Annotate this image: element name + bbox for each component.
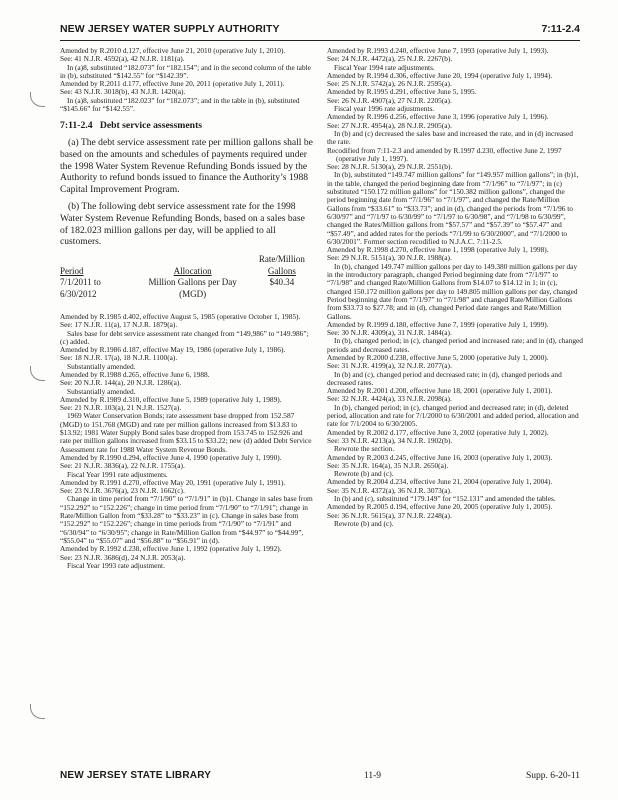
- history-citation: See: 27 N.J.R. 4954(a), 28 N.J.R. 2905(a).: [327, 120, 452, 130]
- margin-mark: [30, 92, 45, 107]
- history-citation: Amended by R.1985 d.402, effective August 5, 1985 (operative October 1, 1985).: [60, 311, 301, 321]
- history-note: In (b) and (c) decreased the sales base and increased the rate, and in (d) increased the rate.: [327, 128, 573, 147]
- page-number: 11-9: [364, 771, 382, 781]
- history-citation: Amended by R.1986 d.187, effective May 19, 1986 (operative July 1, 1986).: [60, 345, 286, 355]
- history-note: Fiscal Year 1994 rate adjustments.: [334, 62, 435, 72]
- allocation-header: Allocation: [173, 265, 212, 276]
- history-citation: See: 43 N.J.R. 3018(b), 43 N.J.R. 1420(a).: [60, 87, 186, 97]
- history-note: In (b), changed period; in (c), changed period and decreased rate; in (d), deleted period, allocation and rate for 7/1/2000 to 6/30/2001 and added period, allocation and rate for 7/1/2004 to 6/30/2005.: [327, 402, 579, 429]
- history-citation: See: 41 N.J.R. 4592(a), 42 N.J.R. 1181(a).: [60, 54, 185, 64]
- history-note: Fiscal year 1996 rate adjustments.: [334, 104, 435, 114]
- rate-table: [60, 254, 315, 301]
- history-citation: See: 20 N.J.R. 144(a), 20 N.J.R. 1286(a).: [60, 378, 182, 388]
- section-heading: [60, 120, 315, 131]
- supplement-date: Supp. 6-20-11: [525, 771, 580, 781]
- history-note: In (b), changed period; in (c), changed period and increased rate; and in (d), changed periods and decreased rates.: [327, 336, 583, 354]
- header-rule: [60, 40, 580, 41]
- history-citation: See: 36 N.J.R. 5615(a), 37 N.J.R. 2248(a).: [327, 510, 452, 520]
- right-column: [327, 47, 583, 528]
- history-note: Rewrote (b) and (c).: [334, 469, 394, 479]
- history-citation: See: 25 N.J.R. 5742(a), 26 N.J.R. 2595(a).: [327, 79, 452, 89]
- section-title: Debt service assessments: [99, 120, 203, 132]
- paragraph-b: (b) The following debt service assessment rate for the 1998 Water System Revenue Refunding Bonds, based on a sales base of 182.023 million gallons per day, will be applied to all customers.: [60, 201, 305, 248]
- history-citation: Amended by R.2005 d.194, effective June 20, 2005 (operative July 1, 2005).: [327, 502, 553, 512]
- period-header: Period: [60, 265, 84, 276]
- history-note: Substantially amended.: [67, 386, 136, 396]
- history-citation: Amended by R.2003 d.245, effective June 16, 2003 (operative July 1, 2003).: [327, 452, 553, 462]
- history-citation: Amended by R.1991 d.270, effective May 20, 1991 (operative July 1, 1991).: [60, 477, 286, 487]
- history-citation: See: 30 N.J.R. 4309(a), 31 N.J.R. 1484(a).: [327, 328, 452, 338]
- row-allocation-2: (MGD): [179, 289, 207, 300]
- history-notes-bottom: [60, 313, 315, 570]
- rate-header-line2: Gallons: [267, 265, 296, 276]
- history-citation: See: 31 N.J.R. 4199(a), 32 N.J.R. 2077(a).: [327, 361, 452, 371]
- history-note: Rewrote the section.: [334, 444, 395, 454]
- margin-mark: [30, 704, 45, 719]
- history-citation: Amended by R.1992 d.238, effective June 1, 1992 (operative July 1, 1992).: [60, 544, 282, 554]
- history-citation: Amended by R.1989 d.310, effective June 5, 1989 (operative July 1, 1989).: [60, 394, 282, 404]
- history-citation: Amended by R.2010 d.127, effective June 21, 2010 (operative July 1, 2010).: [60, 46, 286, 55]
- history-citation: See: 23 N.J.R. 3686(d), 24 N.J.R. 2053(a).: [60, 552, 186, 562]
- row-period-2: 6/30/2012: [60, 289, 97, 300]
- history-note: In (b) and (c), changed period and decreased rate; in (d), changed periods and decreased rates.: [327, 369, 562, 387]
- history-citation: Amended by R.1993 d.240, effective June 7, 1993 (operative July 1, 1993).: [327, 46, 549, 55]
- history-notes-top: [60, 47, 315, 113]
- header-section-number: 7:11-2.4: [541, 23, 580, 35]
- history-notes-right: [327, 47, 583, 528]
- history-citation: See: 28 N.J.R. 5130(a), 29 N.J.R. 2551(b).: [327, 162, 453, 172]
- row-rate: $40.34: [269, 277, 295, 288]
- history-citation: See: 32 N.J.R. 4424(a), 33 N.J.R. 2098(a).: [327, 394, 452, 404]
- history-citation: See: 35 N.J.R. 164(a), 35 N.J.R. 2650(a).: [327, 460, 449, 470]
- history-note: In (b) and (c), substituted “179.149” for “152.131” and amended the tables.: [334, 494, 556, 504]
- history-citation: Amended by R.2004 d.234, effective June 21, 2004 (operative July 1, 2004).: [327, 477, 553, 487]
- history-note: 1969 Water Conservation Bonds; rate assessment base dropped from 152.587 (MGD) to 151.768 (MGD) and rate per million gallons increased from $13.83 to $13.92; 1981 Water Supply Bond sales base dropped from 153.745 to 152.926 and rate per million gallons increased from $33.15 to $33.22; new (d) added Debt Service Assessment rate for 1988 Water System Revenue Bonds.: [60, 411, 312, 454]
- section-number: 7:11-2.4: [60, 120, 93, 132]
- history-citation: See: 18 N.J.R. 17(a), 18 N.J.R. 1100(a).: [60, 353, 178, 363]
- history-citation: Amended by R.2011 d.177, effective June 20, 2011 (operative July 1, 2011).: [60, 79, 285, 89]
- margin-mark: [30, 366, 45, 381]
- history-note: Sales base for debt service assessment rate changed from “149,986” to “149.986”; (c) added.: [60, 328, 309, 346]
- history-citation: Amended by R.1996 d.256, effective June 3, 1996 (operative July 1, 1996).: [327, 112, 549, 122]
- page-footer: [60, 770, 580, 784]
- history-citation: Amended by R.2000 d.238, effective June 5, 2000 (operative July 1, 2000).: [327, 352, 549, 362]
- library-stamp: NEW JERSEY STATE LIBRARY: [60, 770, 212, 781]
- history-citation: See: 24 N.J.R. 4472(a), 25 N.J.R. 2267(b).: [327, 54, 453, 64]
- header-title: NEW JERSEY WATER SUPPLY AUTHORITY: [60, 23, 280, 35]
- history-citation: See: 35 N.J.R. 4372(a), 36 N.J.R. 3073(a).: [327, 485, 452, 495]
- history-note: Substantially amended.: [67, 361, 136, 371]
- history-citation: See: 21 N.J.R. 3836(a), 22 N.J.R. 1755(a).: [60, 461, 185, 471]
- history-citation: Amended by R.1999 d.180, effective June 7, 1999 (operative July 1, 1999).: [327, 319, 549, 329]
- history-note: In (b), substituted “149.747 million gallons” for “149.957 million gallons”; in (b)1, in the table, changed the period beginning date from “7/1/96” to “7/1/97”; in (c) substituted “150.172 million gallons” for “150.382 million gallons”, changed the period beginning date from “7/1/96” to “7/1/97”, and changed the Rate/Million Gallons from “$33.61” to “$33.73”; and in (d), changed the periods from “7/1/96 to 6/30/97” and “7/1/97 to 6/30/99” to “7/1/97 to 6/30/98”, and “7/1/98 to 6/30/99”, changed the Rates/Million gallons from “$57.57” and “$57.39” to “$57.47” and “$57.49”, and added rates for the periods “7/1/99 to 6/30/2000”, and “7/1/2000 to 6/30/2001”. Former section recodified to N.J.A.C. 7:11-2.5.: [327, 170, 579, 246]
- history-citation: See: 26 N.J.R. 4907(a), 27 N.J.R. 2205(a).: [327, 95, 452, 105]
- running-header: [60, 23, 580, 39]
- history-note: In (a)8, substituted “182.023” for “182.073”; and in the table in (b), substituted “$145.66” for “$142.55”.: [60, 95, 300, 114]
- left-column: [60, 47, 315, 570]
- history-citation: See: 23 N.J.R. 3676(a), 23 N.J.R. 1662(c).: [60, 486, 185, 496]
- history-citation: Amended by R.1998 d.270, effective June 1, 1998 (operative July 1, 1998).: [327, 245, 549, 255]
- history-note: In (b), changed 149.747 million gallons per day to 149.380 million gallons per day in the introductory paragraph, changed Period beginning date from “7/1/97” to “7/1/98” and changed Rate/Million Gallons from $14.07 to $14.12 in 1; in (c), changed 150.172 million gallons per day to 149.805 million gallons per day, changed Period beginning date from “7/1/97” to “7/1/98” and changed Rate/Million Gallons from $33.73 to $27.78; and in (d), changed Period date ranges and Rate/Million Gallons.: [327, 261, 578, 321]
- history-note: Fiscal Year 1991 rate adjustments.: [67, 469, 168, 479]
- history-citation: Amended by R.2002 d.177, effective June 3, 2002 (operative July 1, 2002).: [327, 427, 549, 437]
- history-citation: Amended by R.1988 d.265, effective June 6, 1988.: [60, 369, 210, 379]
- history-note: In (a)8, substituted “182.073” for “182.154”; and in the second column of the table in (b), substituted “$142.55” for “$142.39”.: [60, 62, 311, 80]
- history-note: Rewrote (b) and (c).: [334, 518, 394, 528]
- row-period-1: 7/1/2011 to: [60, 277, 101, 288]
- rate-header-line1: Rate/Million: [258, 253, 305, 264]
- history-citation: See: 29 N.J.R. 5151(a), 30 N.J.R. 1988(a).: [327, 253, 452, 263]
- history-note: Change in time period from “7/1/90” to “7/1/91” in (b)1. Change in sales base from “152.292” to “152.226”; change in time period from “7/1/90” to “7/1/91”; change in Rate/Million Gallon from “$33.28” to “$33.23” in (c). Change in sales base from “152.292” to “152.226”; change in time periods from “7/1/90” to “7/1/91” and “6/30/94” to “6/30/95”; change in Rate/Million Gallon from “$44.97” to “$44.99”, “$55.04” to “$55.07” and “$56.88” to “$56.91” in (d).: [60, 494, 313, 545]
- history-citation: Amended by R.1990 d.294, effective June 4, 1990 (operative July 1, 1990).: [60, 452, 282, 462]
- history-citation: See: 33 N.J.R. 4213(a), 34 N.J.R. 1902(b).: [327, 435, 453, 445]
- row-allocation-1: Million Gallons per Day: [148, 277, 237, 288]
- history-citation: Amended by R.1995 d.291, effective June 5, 1995.: [327, 87, 477, 97]
- history-citation: See: 17 N.J.R. 11(a), 17 N.J.R. 1879(a).: [60, 320, 178, 330]
- history-note: Fiscal Year 1993 rate adjustment.: [67, 560, 165, 570]
- history-citation: Amended by R.1994 d.306, effective June 20, 1994 (operative July 1, 1994).: [327, 70, 553, 80]
- paragraph-a: (a) The debt service assessment rate per million gallons shall be based on the amounts and schedules of payments required under the 1998 Water System Revenue Refunding Bonds issued by the Authority to refund bonds issued to finance the Authority’s 1988 Capital Improvement Program.: [60, 137, 313, 195]
- history-citation: Recodified from 7:11-2.3 and amended by R.1997 d.230, effective June 2, 1997 (operative July 1, 1997).: [327, 145, 562, 163]
- history-citation: Amended by R.2001 d.208, effective June 18, 2001 (operative July 1, 2001).: [327, 386, 553, 396]
- history-citation: See: 21 N.J.R. 103(a), 21 N.J.R. 1527(a).: [60, 403, 182, 413]
